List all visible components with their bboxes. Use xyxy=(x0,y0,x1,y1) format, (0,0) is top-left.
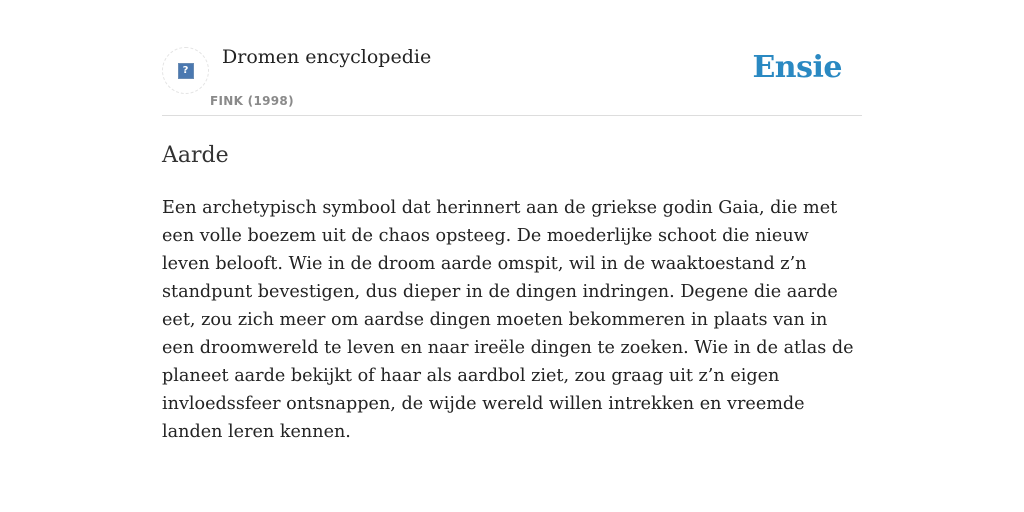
ensie-logo[interactable]: Ensie xyxy=(752,50,842,85)
entry-title: Aarde xyxy=(162,143,229,168)
source-logo[interactable] xyxy=(162,47,209,94)
missing-image-icon: ? xyxy=(178,63,194,79)
source-title[interactable]: Dromen encyclopedie xyxy=(222,46,432,68)
entry-card xyxy=(162,0,862,446)
source-meta: FINK (1998) xyxy=(210,94,294,108)
source-header xyxy=(162,0,862,116)
entry-body: Een archetypisch symbool dat herinnert aan de griekse godin Gaia, die met een volle boezem uit de chaos opsteeg. De moederlijke schoot die nieuw leven belooft. Wie in de droom aarde omspit, wil in de waaktoestand z’n standpunt bevestigen, dus dieper in de dingen indringen. Degene die aarde eet, zou zich meer om aardse dingen moeten bekommeren in plaats van in een droomwereld te leven en naar ireële dingen te zoeken. Wie in de atlas de planeet aarde bekijkt of haar als aardbol ziet, zou graag uit z’n eigen invloedssfeer ontsnappen, de wijde wereld willen intrekken en vreemde landen leren kennen. xyxy=(162,198,854,442)
